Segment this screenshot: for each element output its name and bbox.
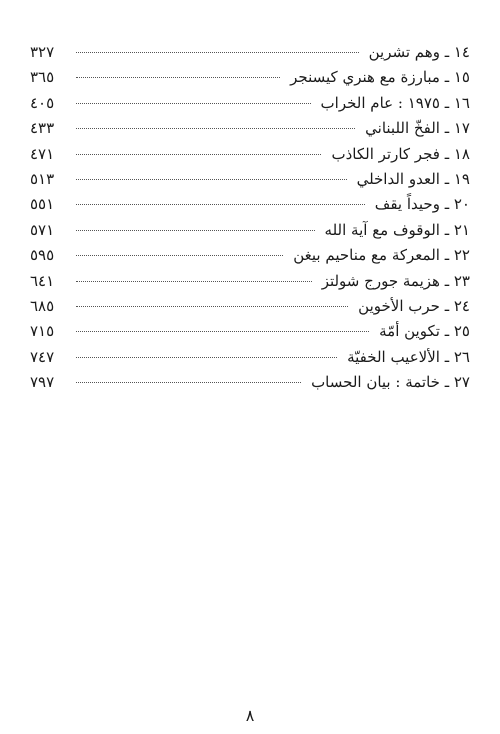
toc-entry — [30, 243, 470, 268]
toc-entry — [30, 65, 470, 90]
toc-entry-title: ٢٤ ـ حرب الأخوين — [358, 296, 470, 315]
dot-leader — [76, 154, 321, 155]
toc-entry — [30, 40, 470, 65]
toc-entry — [30, 167, 470, 192]
dot-leader — [76, 77, 280, 78]
toc-entry — [30, 142, 470, 167]
page-number: ٨ — [245, 706, 255, 725]
toc-entry-title: ٢٣ ـ هزيمة جورج شولتز — [321, 271, 470, 290]
toc-entry-title: ٢٢ ـ المعركة مع مناحيم بيغن — [293, 246, 470, 265]
dot-leader — [76, 331, 369, 332]
toc-entry-title: ١٧ ـ الفخّ اللبناني — [365, 119, 470, 138]
toc-entry-page: ٥٥١ — [30, 195, 55, 214]
toc-entry — [30, 116, 470, 141]
toc-entry-page: ٦٤١ — [30, 271, 55, 290]
toc-entry-page: ٣٦٥ — [30, 68, 55, 87]
toc-entry — [30, 218, 470, 243]
toc-entry — [30, 269, 470, 294]
dot-leader — [76, 179, 347, 180]
dot-leader — [76, 230, 315, 231]
toc-entry-page: ٥١٣ — [30, 169, 55, 188]
toc-entry-page: ٤٠٥ — [30, 93, 55, 112]
toc-entry-title: ١٩ ـ العدو الداخلي — [356, 169, 470, 188]
toc-entry-title: ١٥ ـ مبارزة مع هنري كيسنجر — [290, 68, 470, 87]
toc-entry — [30, 294, 470, 319]
toc-entry-page: ٧١٥ — [30, 322, 55, 341]
toc-entry — [30, 345, 470, 370]
dot-leader — [76, 255, 283, 256]
toc-entry-page: ٥٩٥ — [30, 246, 55, 265]
toc-entry — [30, 319, 470, 344]
toc-entry — [30, 91, 470, 116]
toc-entry-page: ٦٨٥ — [30, 296, 55, 315]
dot-leader — [76, 306, 348, 307]
dot-leader — [76, 382, 301, 383]
toc-entry-title: ١٨ ـ فجر كارتر الكاذب — [331, 144, 470, 163]
dot-leader — [76, 204, 365, 205]
toc-entry-page: ٥٧١ — [30, 220, 55, 239]
toc-entry-title: ١٦ ـ ١٩٧٥ : عام الخراب — [320, 93, 470, 112]
toc-entry — [30, 192, 470, 217]
dot-leader — [76, 52, 359, 53]
toc-entry-title: ٢٧ ـ خاتمة : بيان الحساب — [311, 373, 470, 392]
toc-entry-page: ٧٩٧ — [30, 373, 55, 392]
table-of-contents — [30, 40, 470, 395]
dot-leader — [76, 103, 311, 104]
toc-entry-page: ٧٤٧ — [30, 347, 55, 366]
toc-entry-title: ٢٥ ـ تكوين أمّة — [379, 322, 470, 341]
toc-entry-title: ٢١ ـ الوقوف مع آية الله — [324, 220, 470, 239]
toc-entry-page: ٤٧١ — [30, 144, 55, 163]
toc-entry-page: ٣٢٧ — [30, 43, 55, 61]
dot-leader — [76, 128, 355, 129]
toc-entry — [30, 370, 470, 395]
toc-entry-title: ١٤ ـ وهم تشرين — [368, 43, 470, 61]
dot-leader — [76, 357, 337, 358]
dot-leader — [76, 281, 312, 282]
toc-entry-title: ٢٠ ـ وحيداً يقف — [374, 195, 470, 214]
toc-entry-page: ٤٣٣ — [30, 119, 55, 138]
toc-entry-title: ٢٦ ـ الألاعيب الخفيّة — [347, 347, 470, 366]
